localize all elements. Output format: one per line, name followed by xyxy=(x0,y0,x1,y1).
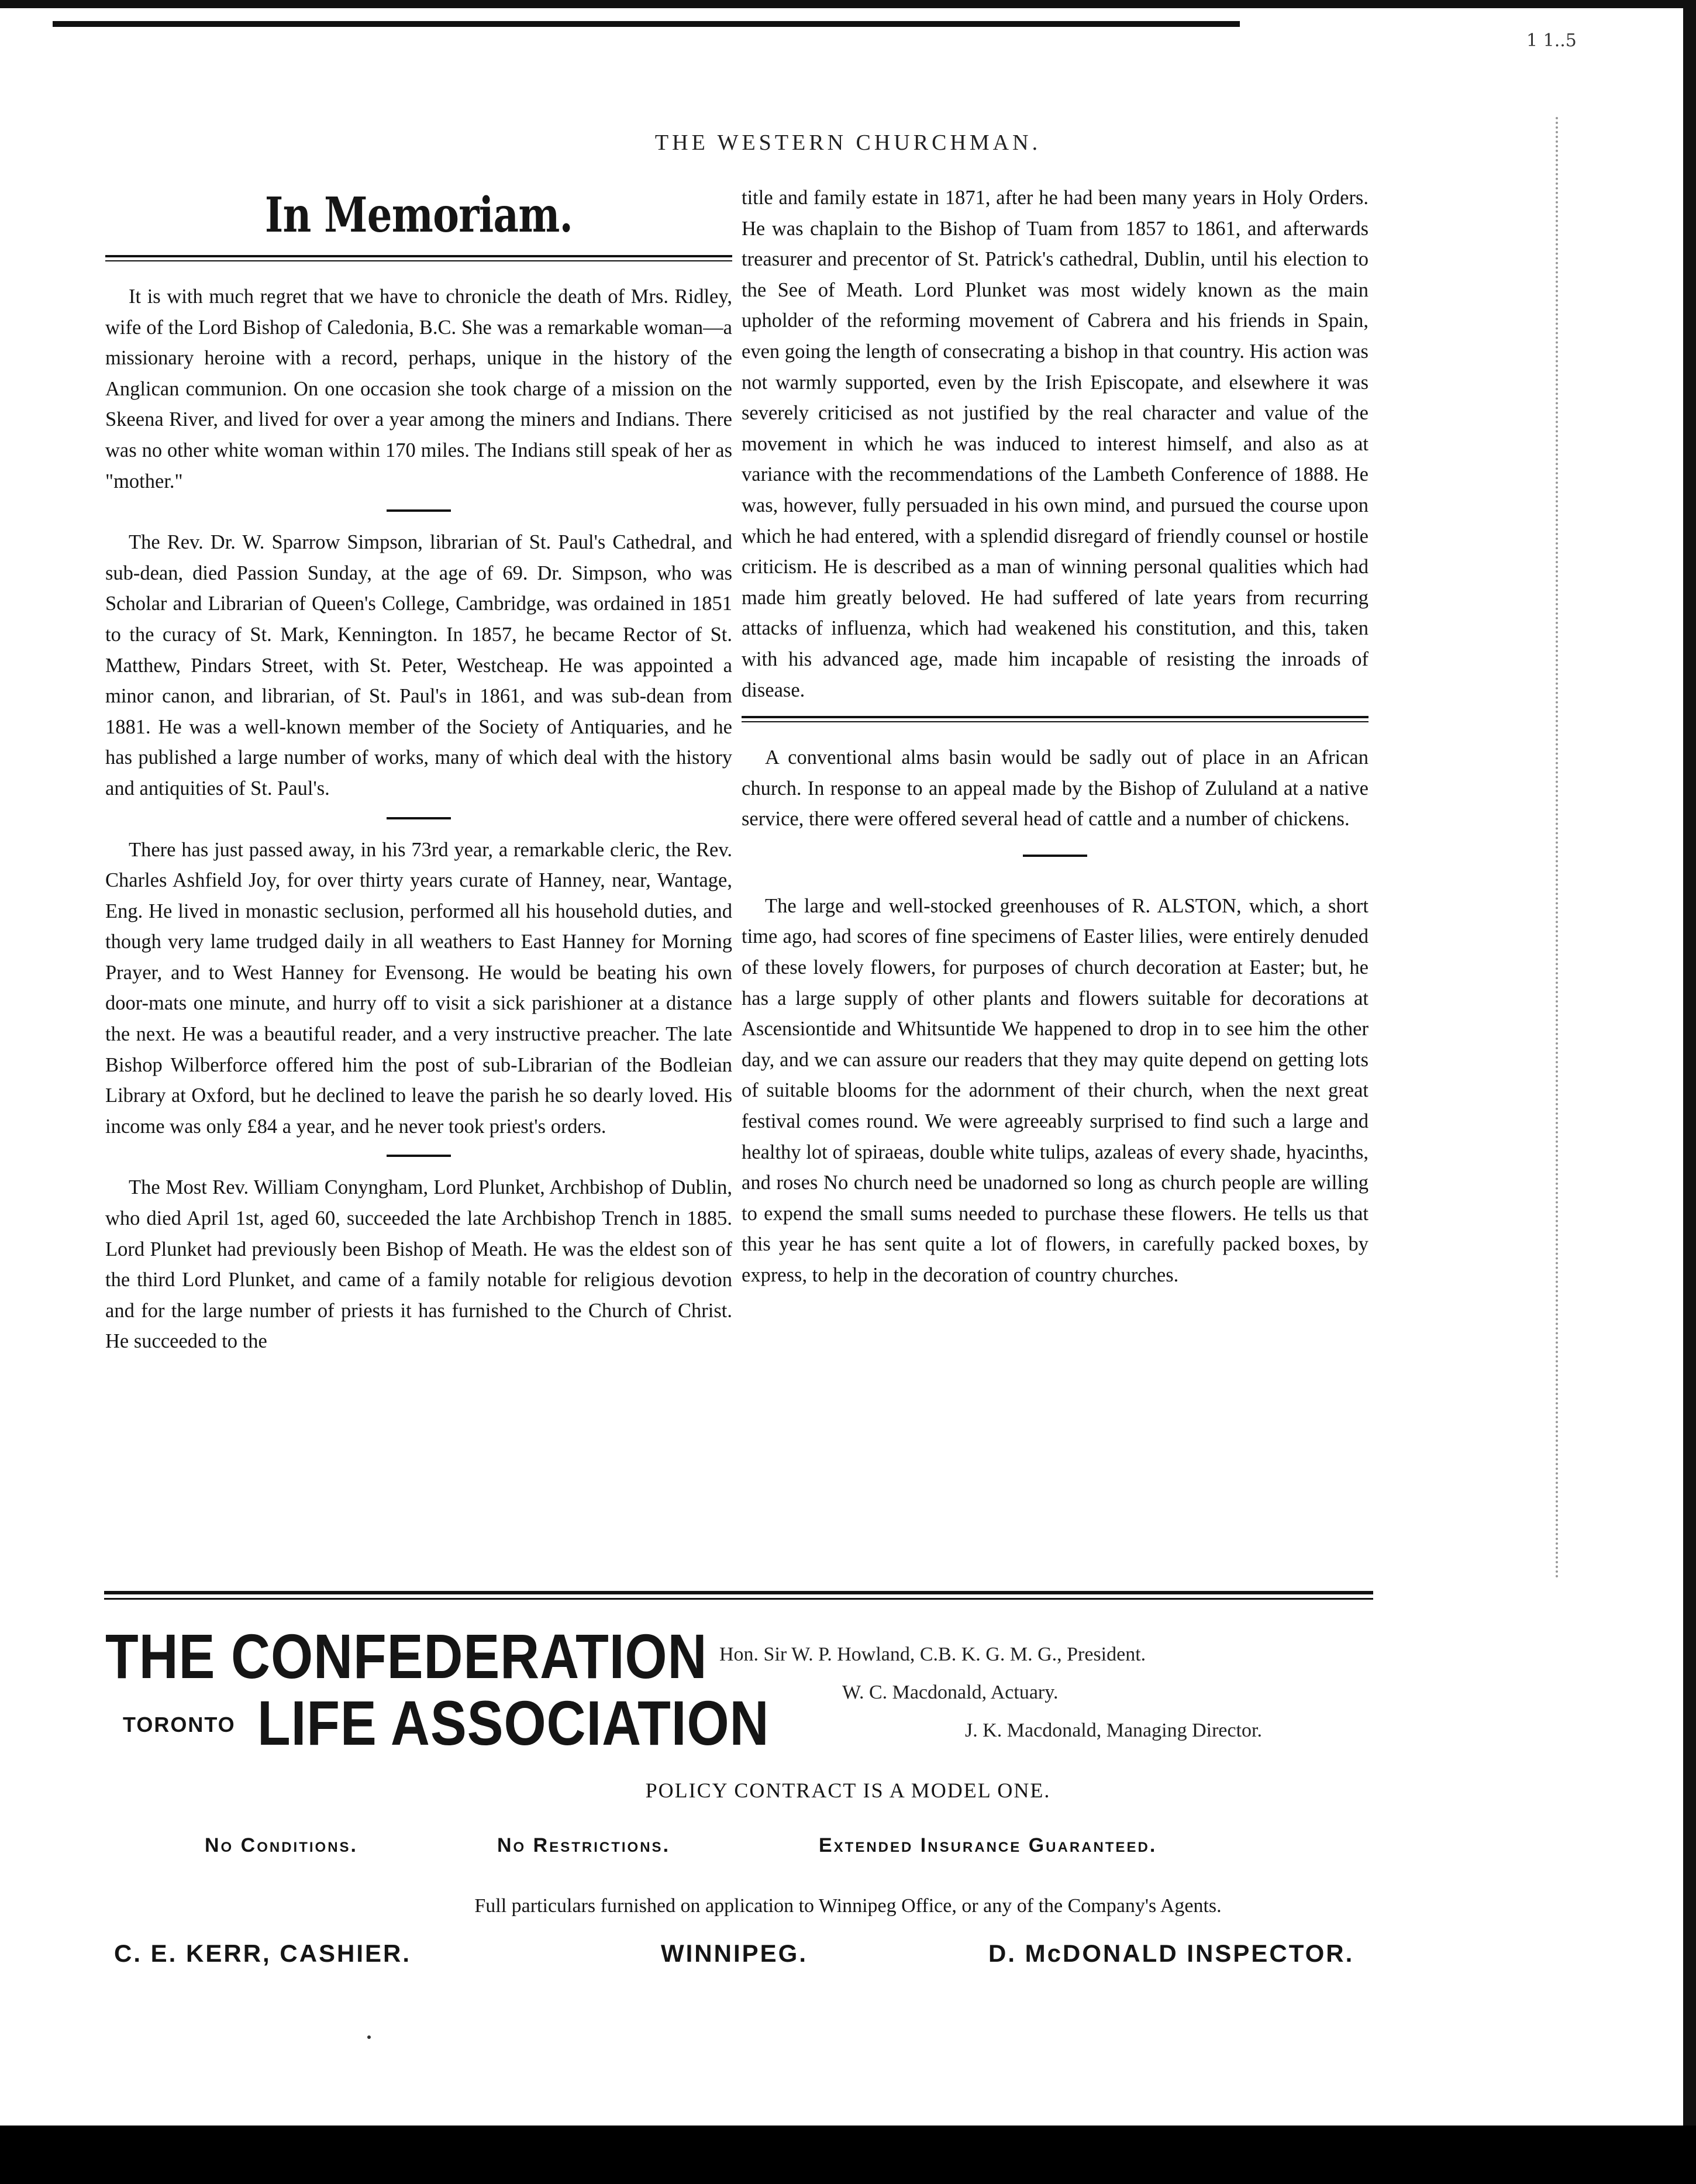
paragraph-ridley: It is with much regret that we have to chronicle the death of Mrs. Ridley, wife of the Lord Bishop of Caledonia, B.C. She was a remarkable woman—a missionary heroine with a record, perhaps, unique in the history of the Anglican communion. On one occasion she took charge of a mission on the Skeena River, and lived for over a year among the miners and Indians. There was no other white woman within 170 miles. The Indians still speak of her as "mother." xyxy=(105,285,732,492)
section-divider xyxy=(387,1155,451,1157)
paragraph-alms-basin: A conventional alms basin would be sadly out of place in an African church. In response to an appeal made by the Bishop of Zululand at a native service, there were offered several head of cattle and a number of chickens. xyxy=(742,746,1368,831)
ad-footer-inspector: D. McDONALD INSPECTOR. xyxy=(988,1940,1354,1967)
ad-officer-actuary: W. C. Macdonald, Actuary. xyxy=(842,1682,1059,1703)
ad-company-line1: THE CONFEDERATION xyxy=(105,1621,708,1692)
section-divider xyxy=(387,817,451,819)
advertisement-rule xyxy=(104,1591,1373,1600)
scan-bottom-border xyxy=(0,2126,1696,2184)
column-double-rule xyxy=(742,716,1368,722)
ad-feature-no-conditions: No Conditions. xyxy=(205,1834,358,1856)
ad-footer-cashier: C. E. KERR, CASHIER. xyxy=(114,1940,412,1967)
paragraph-plunket: The Most Rev. William Conyngham, Lord Plunket, Archbishop of Dublin, who died April 1st, aged 60, succeeded the late Archbishop Trench in 1885. Lord Plunket had previously been Bishop of Meath. He was the eldest son of the third Lord Plunket, and came of a family notable for religious devotion and for the large number of priests it has furnished to the Church of Christ. He succeeded to the xyxy=(105,1176,732,1353)
paragraph-joy: There has just passed away, in his 73rd year, a remarkable cleric, the Rev. Charles Ashfield Joy, for over thirty years curate of Hanney, near, Wantage, Eng. He lived in monastic seclusion, performed all his household duties, and though very lame trudged daily in all weathers to East Hanney for Morning Prayer, and to West Hanney for Evensong. He would be beating his own door-mats one minute, and hurry off to visit a sick parishioner at a distance the next. He was a beautiful reader, and a very instructive preacher. The late Bishop Wilberforce offered him the post of sub-Librarian of the Bodleian Library at Oxford, but he declined to leave the parish he so dearly loved. His income was only £84 a year, and he never took priest's orders. xyxy=(105,838,732,1138)
section-divider xyxy=(1023,855,1087,857)
ad-particulars: Full particulars furnished on application to Winnipeg Office, or any of the Company's Agents. xyxy=(474,1895,1222,1917)
paragraph-plunket-continued: title and family estate in 1871, after he had been many years in Holy Orders. He was chaplain to the Bishop of Tuam from 1857 to 1861, and afterwards treasurer and precentor of St. Patrick's cathedral, Dublin, until his election to the See of Meath. Lord Plunket was most widely known as the main upholder of the reforming movement of Cabrera and his friends in Spain, even going the length of consecrating a bishop in that country. His action was not warmly supported, even by the Irish Episcopate, and elsewhere it was severely criticised as not justified by the real character and value of the movement in which he was induced to interest himself, and also as at variance with the recommendations of the Lambeth Conference of 1888. He was, however, fully persuaded in his own mind, and pursued the course upon which he had entered, with a splendid disregard of friendly counsel or hostile criticism. He is described as a man of winning personal qualities which had made him greatly beloved. He had suffered of late years from recurring attacks of influenza, which had weakened his constitution, and this, taken with his advanced age, made him incapable of resisting the inroads of disease. xyxy=(742,187,1368,701)
running-head: THE WESTERN CHURCHMAN. xyxy=(654,130,1042,155)
paragraph-simpson: The Rev. Dr. W. Sparrow Simpson, librarian of St. Paul's Cathedral, and sub-dean, died Passion Sunday, at the age of 69. Dr. Simpson, who was Scholar and Librarian of Queen's College, Cambridge, was ordained in 1851 to the curacy of St. Mark, Kennington. In 1857, he became Rector of St. Matthew, Pindars Street, with St. Peter, Westcheap. He was appointed a minor canon, and librarian, of St. Paul's in 1861, and was sub-dean from 1881. He was a well-known member of the Society of Antiquaries, and he has published a large number of works, many of which deal with the history and antiquities of St. Paul's. xyxy=(105,531,732,800)
right-column xyxy=(742,182,1368,1291)
ad-feature-extended-insurance: Extended Insurance Guaranteed. xyxy=(819,1834,1157,1856)
scan-top-border xyxy=(0,0,1696,8)
ad-city: TORONTO xyxy=(123,1713,236,1737)
ad-policy-line: POLICY CONTRACT IS A MODEL ONE. xyxy=(645,1779,1051,1802)
title-double-rule xyxy=(105,255,732,261)
left-column xyxy=(105,186,732,1357)
scan-right-border xyxy=(1683,0,1696,2184)
section-divider xyxy=(387,509,451,512)
ad-company-line2: LIFE ASSOCIATION xyxy=(257,1687,770,1758)
ad-feature-no-restrictions: No Restrictions. xyxy=(497,1834,671,1856)
scan-speck xyxy=(367,2035,371,2039)
ad-officer-president: Hon. Sir W. P. Howland, C.B. K. G. M. G., President. xyxy=(719,1644,1146,1665)
scan-top-rule xyxy=(53,21,1240,27)
paragraph-greenhouses: The large and well-stocked greenhouses of R. ALSTON, which, a short time ago, had scores of fine specimens of Easter lilies, were entirely denuded of these lovely flowers, for purposes of church decoration at Easter; but, he has a large supply of other plants and flowers suitable for decorations at Ascensiontide and Whitsuntide We happened to drop in to see him the other day, and we can assure our readers that they may quite depend on getting lots of suitable blooms for the adornment of their church, when the next great festival comes round. We were agreeably surprised to find such a large and healthy lot of spiraeas, double white tulips, azaleas of every shade, hyacinths, and roses No church need be unadorned so long as church people are willing to expend the small sums needed to purchase these flowers. He tells us that this year he has sent quite a lot of flowers, in carefully packed boxes, by express, to help in the decoration of country churches. xyxy=(742,894,1368,1286)
memoriam-title: In Memoriam. xyxy=(264,187,573,243)
scan-edge-specks xyxy=(1556,117,1563,1579)
page-corner-mark: 1 1..5 xyxy=(1526,30,1577,51)
ad-officer-director: J. K. Macdonald, Managing Director. xyxy=(965,1720,1262,1741)
ad-footer-city: WINNIPEG. xyxy=(661,1940,808,1967)
